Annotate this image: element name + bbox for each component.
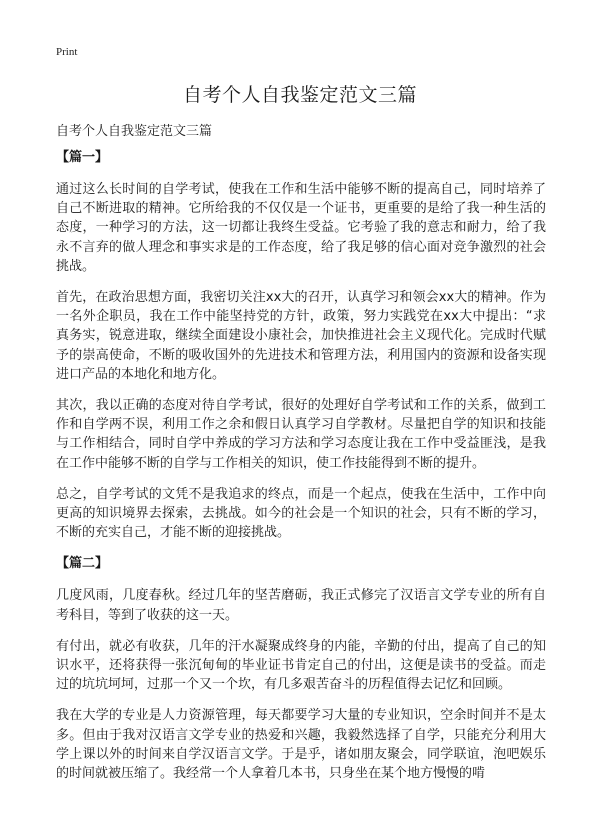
paragraph: 总之，自学考试的文凭不是我追求的终点，而是一个起点，使我在生活中，工作中向更高的知识境界去探索，去挑战。如今的社会是一个知识的社会，只有不断的学习，不断的充实自己，才能不断的迎接挑战。 [56,486,546,541]
print-label: Print [56,46,78,58]
paragraph: 我在大学的专业是人力资源管理，每天都要学习大量的专业知识，空余时间并不是太多。但由于我对汉语言文学专业的热爱和兴趣，我毅然选择了自学，只能充分利用大学上课以外的时间来自学汉语言文学。于是乎，诸如朋友聚会，同学联谊，泡吧娱乐的时间就被压缩了。我经常一个人拿着几本书，只身坐在某个地方慢慢的啃 [56,708,546,782]
paragraph: 有付出，就必有收获，几年的汗水凝聚成终身的内能，辛勤的付出，提高了自己的知识水平，还将获得一张沉甸甸的毕业证书肯定自己的付出，这便是读书的受益。而走过的坑坑坷坷，过那一个又一个坎，有几多艰苦奋斗的历程值得去记忆和回顾。 [56,638,546,693]
paragraph: 通过这么长时间的自学考试，使我在工作和生活中能够不断的提高自己，同时培养了自己不断进取的精神。它所给我的不仅仅是一个证书，更重要的是给了我一种生活的态度，一种学习的方法，这一切都让我终生受益。它考验了我的意志和耐力，给了我永不言弃的做人理念和事实求是的工作态度，给了我足够的信心面对竞争激烈的社会挑战。 [56,182,546,274]
section-heading: 【篇二】 [56,556,109,572]
document-subtitle: 自考个人自我鉴定范文三篇 [56,124,213,139]
section-heading: 【篇一】 [56,150,109,165]
paragraph: 首先，在政治思想方面，我密切关注xx大的召开，认真学习和领会xx大的精神。作为一名外企职员，我在工作中能坚持党的方针，政策，努力实践党在xx大中提出：“求真务实，锐意进取，继续全面建设小康社会，加快推进社会主义现代化。完成时代赋予的崇高使命，不断的吸收国外的先进技术和管理方法，利用国内的资源和设备实现进口产品的本地化和地方化。 [56,290,546,382]
page-title: 自考个人自我鉴定范文三篇 [182,84,417,106]
document-body [56,148,546,795]
paragraph: 其次，我以正确的态度对待自学考试，很好的处理好自学考试和工作的关系，做到工作和自学两不误，利用工作之余和假日认真学习自学教材。尽量把自学的知识和技能与工作相结合，同时自学中养成的学习方法和学习态度让我在工作中受益匪浅，是我在工作中能够不断的自学与工作相关的知识，使工作技能得到不断的提升。 [56,398,546,471]
paragraph: 几度风雨，几度春秋。经过几年的坚苦磨砺，我正式修完了汉语言文学专业的所有自考科目，等到了收获的这一天。 [56,588,546,623]
section-2 [56,554,546,783]
section-1 [56,148,546,542]
